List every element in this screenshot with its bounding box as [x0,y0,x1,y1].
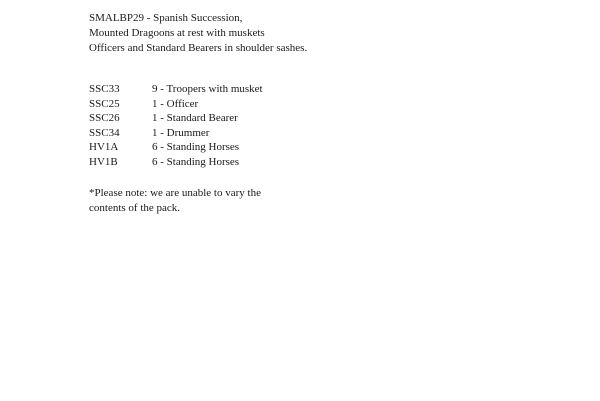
item-description: 1 - Officer [152,97,199,110]
pack-contents-list [89,82,263,169]
pack-description-line: Officers and Standard Bearers in shoulder sashes. [89,42,308,54]
item-code: SSC26 [89,112,120,124]
item-code: SSC25 [89,97,120,110]
item-description: 1 - Standard Bearer [152,112,238,124]
pack-note [89,186,261,216]
list-item [89,126,263,141]
list-item [89,111,263,126]
item-description: 1 - Drummer [152,126,210,139]
pack-description [89,11,307,56]
list-item [89,97,263,112]
item-description: 6 - Standing Horses [152,141,240,153]
note-line: contents of the pack. [89,202,181,214]
item-code: HV1B [89,155,118,168]
item-description: 6 - Standing Horses [152,155,240,168]
item-code: SSC34 [89,126,120,139]
item-code: SSC33 [89,83,120,95]
pack-description-line: Mounted Dragoons at rest with muskets [89,27,265,39]
list-item [89,82,263,97]
note-line: *Please note: we are unable to vary the [89,187,261,199]
pack-title: SMALBP29 - Spanish Succession, [89,12,243,24]
item-description: 9 - Troopers with musket [152,83,263,95]
item-code: HV1A [89,141,119,153]
list-item [89,155,263,170]
list-item [89,140,263,155]
